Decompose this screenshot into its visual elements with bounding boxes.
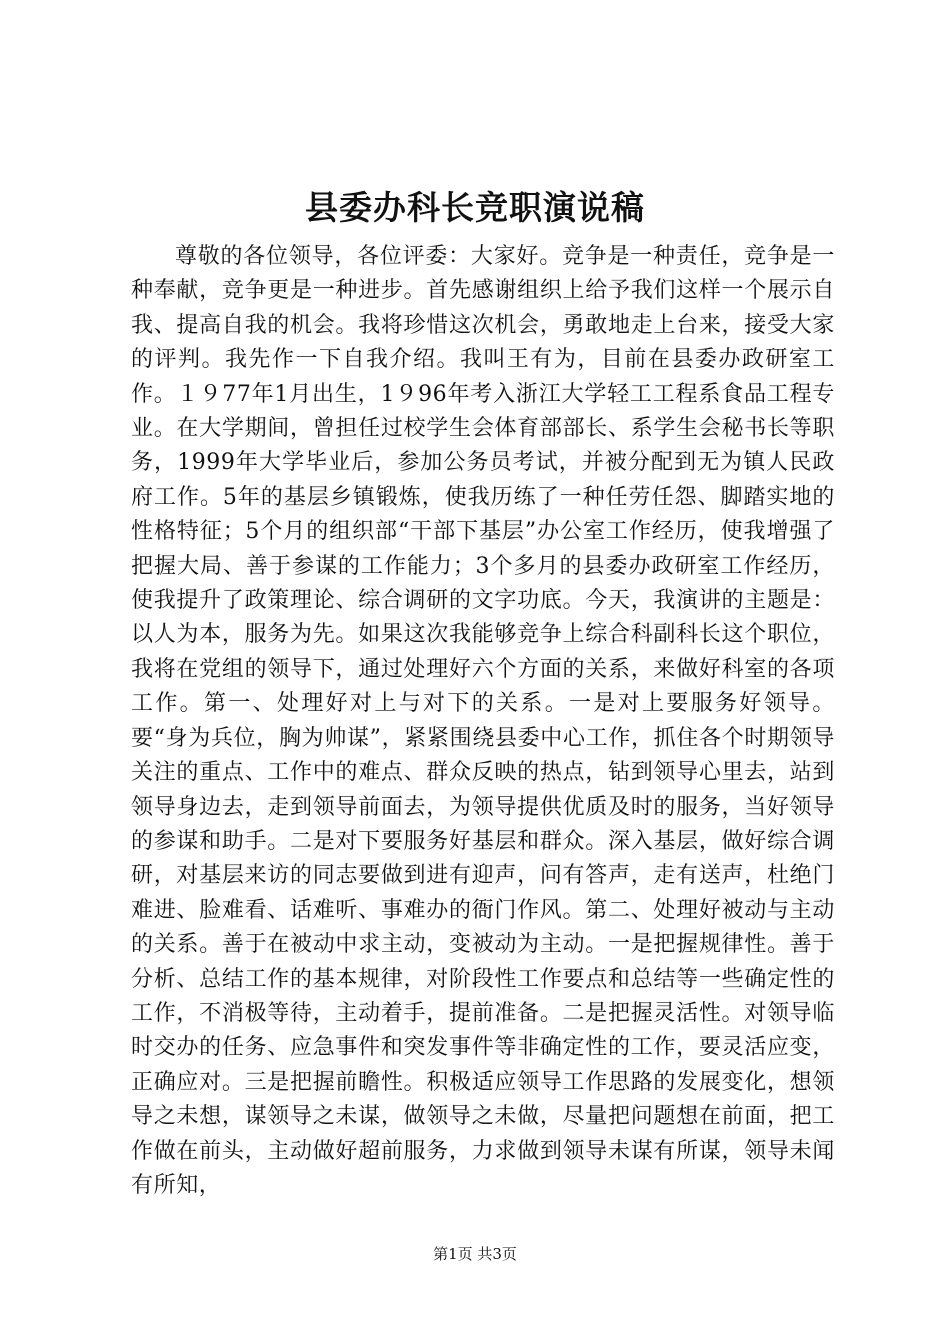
page-footer: 第1页 共3页 [433,1245,517,1263]
document-title: 县委办科长竞职演说稿 [305,188,645,227]
document-body: 尊敬的各位领导，各位评委：大家好。竞争是一种责任，竞争是一种奉献，竞争更是一种进步。首先感谢组织上给予我们这样一个展示自我、提高自我的机会。我将珍惜这次机会，勇敢地走上台来，接受大家的评判。我先作一下自我介绍。我叫王有为，目前在县委办政研室工作。１９77年1月出生，1９96年考入浙江大学轻工工程系食品工程专业。在大学期间，曾担任过校学生会体育部部长、系学生会秘书长等职务，1999年大学毕业后，参加公务员考试，并被分配到无为镇人民政府工作。5年的基层乡镇锻炼，使我历练了一种任劳任怨、脚踏实地的性格特征；5个月的组织部“干部下基层”办公室工作经历，使我增强了把握大局、善于参谋的工作能力；3个多月的县委办政研室工作经历，使我提升了政策理论、综合调研的文字功底。今天，我演讲的主题是：以人为本，服务为先。如果这次我能够竞争上综合科副科长这个职位，我将在党组的领导下，通过处理好六个方面的关系，来做好科室的各项工作。第一、处理好对上与对下的关系。一是对上要服务好领导。要“身为兵位，胸为帅谋”，紧紧围绕县委中心工作，抓住各个时期领导关注的重点、工作中的难点、群众反映的热点，钻到领导心里去，站到领导身边去，走到领导前面去，为领导提供优质及时的服务，当好领导的参谋和助手。二是对下要服务好基层和群众。深入基层，做好综合调研，对基层来访的同志要做到进有迎声，问有答声，走有送声，杜绝门难进、脸难看、话难听、事难办的衙门作风。第二、处理好被动与主动的关系。善于在被动中求主动，变被动为主动。一是把握规律性。善于分析、总结工作的基本规律，对阶段性工作要点和总结等一些确定性的工作，不消极等待，主动着手，提前准备。二是把握灵活性。对领导临时交办的任务、应急事件和突发事件等非确定性的工作，要灵活应变，正确应对。三是把握前瞻性。积极适应领导工作思路的发展变化，想领导之未想，谋领导之未谋，做领导之未做，尽量把问题想在前面，把工作做在前头，主动做好超前服务，力求做到领导未谋有所谋，领导未闻有所知， [131,244,835,1198]
